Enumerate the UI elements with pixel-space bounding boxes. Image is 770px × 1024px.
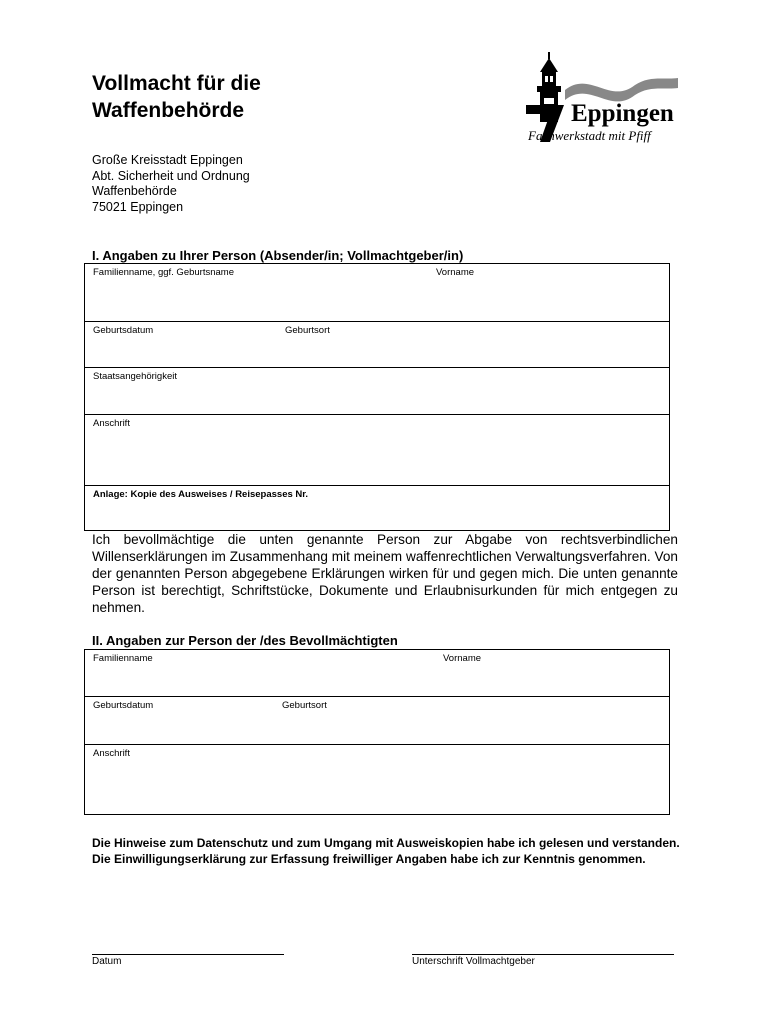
section-2-form — [84, 649, 670, 815]
title-line-1: Vollmacht für die — [92, 72, 261, 95]
date-line[interactable] — [92, 954, 284, 955]
birth-field-row[interactable] — [85, 697, 669, 745]
vorname-label: Vorname — [436, 267, 475, 278]
vorname-label: Vorname — [443, 653, 482, 664]
signature-line[interactable] — [412, 954, 674, 955]
anlage-label: Anlage: Kopie des Ausweises / Reisepasses Nr. — [93, 489, 309, 500]
name-field-row[interactable] — [85, 264, 669, 322]
anschrift-label: Anschrift — [93, 748, 130, 759]
attachment-field-row[interactable] — [85, 486, 669, 530]
geburtsdatum-label: Geburtsdatum — [93, 325, 154, 336]
familienname-label: Familienname — [93, 653, 153, 664]
section-1-form — [84, 263, 670, 531]
title-line-2: Waffenbehörde — [92, 99, 245, 122]
address-line: Große Kreisstadt Eppingen — [92, 153, 243, 167]
name-field-row[interactable] — [85, 650, 669, 697]
familienname-label: Familienname, ggf. Geburtsname — [93, 267, 234, 278]
address-line: Abt. Sicherheit und Ordnung — [92, 168, 250, 183]
geburtsort-label: Geburtsort — [282, 700, 327, 711]
geburtsdatum-label: Geburtsdatum — [93, 700, 154, 711]
logo-tagline: Fachwerkstadt mit Pfiff — [528, 128, 651, 143]
signature-label: Unterschrift Vollmachtgeber — [412, 956, 535, 967]
geburtsort-label: Geburtsort — [285, 325, 330, 336]
privacy-notice: Die Hinweise zum Datenschutz und zum Umgang mit Ausweiskopien habe ich gelesen und verstanden. Die Einwilligungserklärung zur Erfassung freiwilliger Angaben habe ich zur Kenntnis genommen. — [92, 836, 680, 866]
page-title — [92, 70, 261, 124]
recipient-address — [92, 153, 250, 215]
anschrift-label: Anschrift — [93, 418, 130, 429]
address-line: Waffenbehörde — [92, 184, 177, 198]
staatsangehoerigkeit-label: Staatsangehörigkeit — [93, 371, 177, 382]
authorization-text: Ich bevollmächtige die unten genannte Person zur Abgabe von rechtsverbindlichen Willenserklärungen im Zusammenhang mit meinem waffenrechtlichen Verwaltungsverfahren. Von der genannten Person abgegebene Erklärungen wirken für und gegen mich. Die unten genannte Person ist berechtigt, Schriftstücke, Dokumente und Erlaubnisurkunden für mich entgegen zu nehmen. — [92, 532, 678, 615]
address-field-row[interactable] — [85, 415, 669, 486]
address-field-row[interactable] — [85, 745, 669, 814]
section-2-heading: II. Angaben zur Person der /des Bevollmächtigten — [92, 633, 398, 648]
logo-name: Eppingen — [571, 100, 674, 127]
date-label: Datum — [92, 956, 122, 967]
address-line: 75021 Eppingen — [92, 199, 184, 214]
birth-field-row[interactable] — [85, 322, 669, 368]
section-1-heading: I. Angaben zu Ihrer Person (Absender/in; Vollmachtgeber/in) — [92, 248, 464, 263]
nationality-field-row[interactable] — [85, 368, 669, 415]
